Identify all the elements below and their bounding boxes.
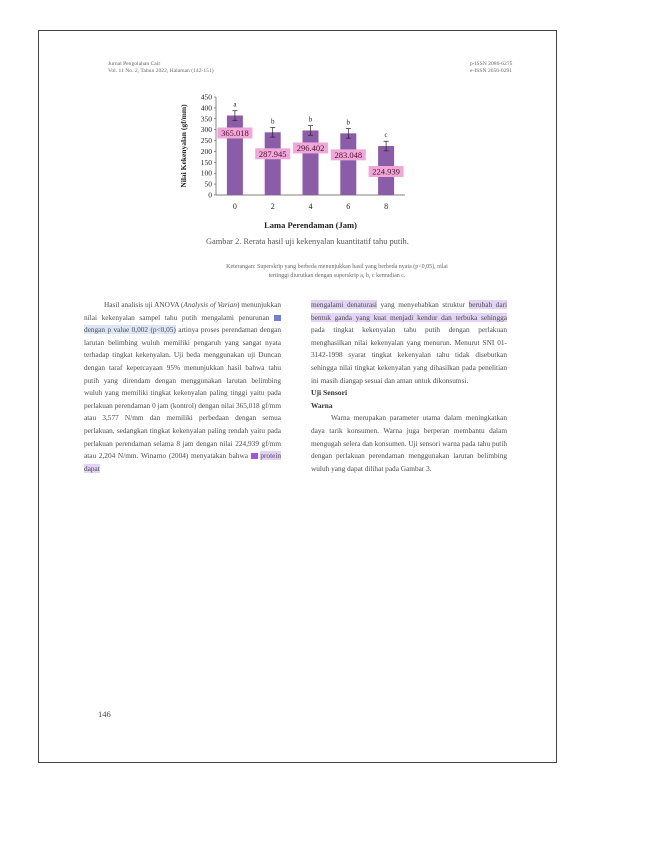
section-heading: Uji Sensori: [311, 388, 348, 398]
y-tick-label: 400: [200, 103, 212, 113]
highlight-protein: protein dapat: [84, 451, 282, 473]
data-label: 296.402: [296, 142, 325, 153]
significance-letter: b: [346, 118, 351, 127]
p-issn: p-ISSN 2086-6275: [470, 61, 513, 67]
significance-letter: a: [233, 100, 237, 109]
highlight-denaturation: mengalami denaturasi: [311, 300, 377, 309]
paragraph-denaturation: mengalami denaturasi yang menyebabkan struktur berubah dari bentuk ganda yang kuat menjadi kendur dan terbuka sehingga pada tingkat kekenyalan tahu putih dengan perlakuan menghasilkan nilai kekenyalan yang menurun. Menurut SNI 01-3142-1998 syarat tingkat kekenyalan tahu tidak disebutkan sehingga nilai tingkat kekenyalan yang dihasilkan pada penelitian ini masih diangap sesuai dan aman untuk dikonsumsi.: [311, 300, 508, 385]
y-tick-label: 350: [200, 114, 212, 124]
data-label: 287.945: [258, 148, 287, 159]
y-tick-label: 150: [200, 157, 212, 167]
y-tick-label: 100: [200, 168, 212, 178]
x-tick-label: 2: [270, 202, 275, 211]
y-tick-label: 200: [200, 146, 212, 156]
data-label: 224.939: [372, 166, 400, 177]
data-label: 365.018: [221, 128, 249, 139]
y-tick-label: 250: [200, 136, 212, 146]
highlight-pvalue: dengan p value 0,002 (p<0,05): [84, 325, 176, 335]
italic-term: Analysis of Varian: [183, 300, 237, 309]
journal-name: Jurnal Pengolahan Cair: [108, 61, 161, 67]
x-tick-label: 6: [346, 202, 351, 211]
journal-header-left: [108, 61, 214, 75]
figure-note-line1: Keterangan: Superskrip yang berbeda menunjukkan hasil yang berbeda nyata (p<0,05), nilai: [226, 264, 448, 270]
comment-marker-2[interactable]: [251, 453, 258, 459]
figure-note-line2: tertinggi diurutkan dengan superskrip a, b, c kemudian c.: [268, 273, 406, 279]
journal-volume: Vol. 11 No. 2, Tahun 2022, Halaman (142-151): [108, 68, 214, 74]
significance-letter: b: [308, 115, 313, 124]
bar: [303, 130, 319, 195]
data-label: 283.048: [334, 149, 363, 160]
bar-chart: [170, 92, 420, 242]
y-axis-title: Nilai Kekenyalan (gf/mm): [179, 104, 188, 188]
y-tick-label: 0: [208, 190, 212, 200]
journal-header-right: [470, 61, 512, 75]
paragraph-color: Warna merupakan parameter utama dalam meningkatkan daya tarik konsumen. Warna juga berperan membantu dalam mengugah selera dan konsumen. Uji sensori warna pada tahu putih dengan perlakuan perendaman menggunakan larutan belimbing wuluh yang dapat dilihat pada Gambar 3.: [311, 413, 507, 473]
x-tick-label: 8: [384, 202, 389, 211]
left-column: [84, 299, 298, 475]
x-axis-title: Lama Perendaman (Jam): [264, 220, 357, 230]
figure-caption: Gambar 2. Rerata hasil uji kekenyalan kuantitatif tahu putih.: [206, 237, 409, 246]
x-tick-label: 0: [232, 202, 237, 211]
paragraph-anova: Hasil analisis uji ANOVA (Analysis of Varian) menunjukkan nilai kekenyalan sampel tahu putih mengalami penurunan 24 dengan p value 0,002 (p<0,05) artinya proses perendaman dengan larutan belimbing wuluh memiliki pengaruh yang sangat nyata terhadap tingkat kekenyalan. Uji beda menggunakan uji Duncan dengan taraf kepercayaan 95% menunjukkan hasil bahwa tahu putih yang direndam dengan menggunakan larutan belimbing wuluh yang memiliki tingkat kekenyalan paling tinggi yaitu pada perlakuan perendaman 0 jam (kontrol) dengan nilai 365,018 gf/mm atau 3,577 N/mm dan memiliki perbedaan dengan semua perlakuan, sedangkan tingkat kekenyalan paling rendah yaitu pada perlakuan perendaman selama 8 jam dengan nilai 224,939 gf/mm atau 2,204 N/mm. Winarno (2004) menyatakan bahwa protein dapat: [84, 300, 298, 473]
x-tick-label: 4: [308, 202, 313, 211]
subsection-heading: Warna: [311, 400, 333, 410]
significance-letter: c: [384, 131, 388, 140]
e-issn: e-ISSN 2656-0291: [470, 68, 513, 74]
highlight-structure: berubah dari bentuk ganda yang kuat menjadi kendur dan terbuka sehingga: [311, 300, 508, 322]
figure-note: [212, 263, 462, 281]
significance-letter: b: [270, 117, 275, 126]
page-number: 146: [98, 709, 111, 719]
y-tick-label: 450: [200, 92, 212, 102]
y-tick-label: 50: [204, 179, 212, 189]
bar: [340, 133, 356, 195]
y-tick-label: 300: [200, 125, 212, 135]
right-column: [311, 299, 507, 475]
comment-marker[interactable]: 24: [274, 315, 281, 321]
bar: [265, 132, 281, 195]
